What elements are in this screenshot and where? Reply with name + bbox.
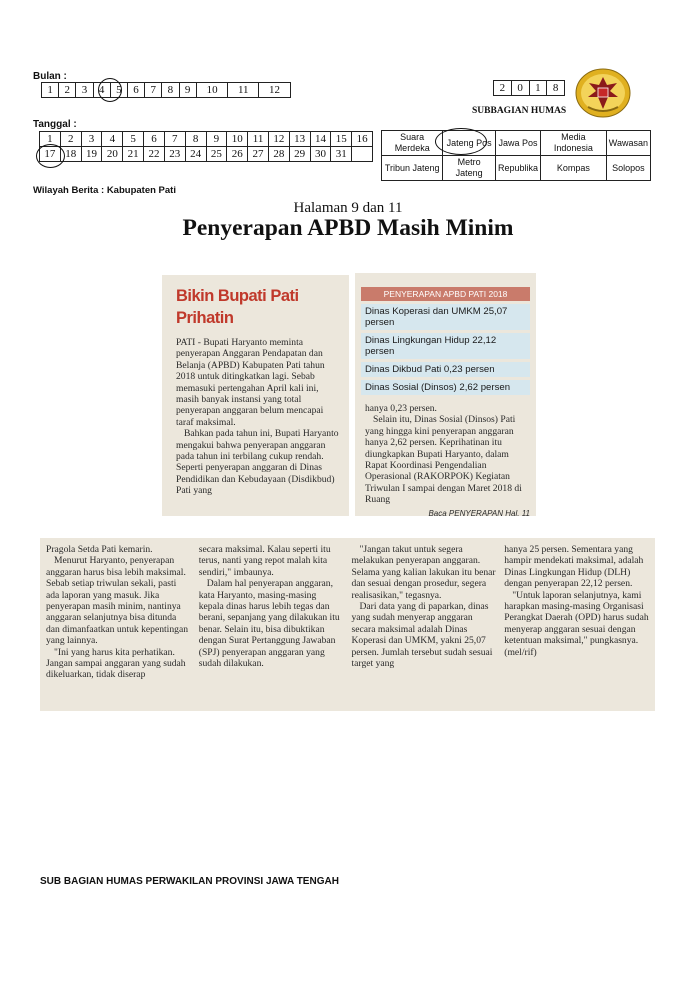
date-cell: 20 bbox=[102, 147, 123, 162]
month-cell: 6 bbox=[127, 83, 144, 98]
continuation-column-1 bbox=[46, 544, 191, 705]
media-cell: Tribun Jateng bbox=[382, 156, 443, 181]
year-digit-cell: 1 bbox=[529, 81, 547, 96]
continuation-column-3 bbox=[352, 544, 497, 705]
media-cell: Jawa Pos bbox=[495, 131, 540, 156]
date-cell: 4 bbox=[102, 132, 123, 147]
cont1-paragraph: Pragola Setda Pati kemarin. bbox=[46, 544, 153, 555]
date-cell: 16 bbox=[352, 132, 373, 147]
selected-month-circle bbox=[98, 78, 122, 102]
date-cell bbox=[352, 147, 373, 162]
continuation-column-4 bbox=[504, 544, 649, 705]
box-item: Dinas Sosial (Dinsos) 2,62 persen bbox=[361, 380, 530, 395]
date-cell: 24 bbox=[185, 147, 206, 162]
date-cell: 8 bbox=[185, 132, 206, 147]
media-cell: Wawasan bbox=[606, 131, 650, 156]
date-cell: 7 bbox=[164, 132, 185, 147]
media-cell: Media Indonesia bbox=[541, 131, 607, 156]
media-cell: Solopos bbox=[606, 156, 650, 181]
media-cell: Kompas bbox=[541, 156, 607, 181]
month-cell: 9 bbox=[179, 83, 196, 98]
cont1-paragraph: Menurut Haryanto, penyerapan anggaran harus bisa lebih maksimal. Sebab setiap triwulan sekali, pasti ada laporan yang masuk. Jika penyerapan masih minim, nantinya anggaran selanjutnya bisa ditunda dan dimanfaatkan untuk kepentingan yang lainnya. bbox=[46, 555, 188, 647]
date-cell: 11 bbox=[248, 132, 269, 147]
date-cell: 9 bbox=[206, 132, 227, 147]
date-cell: 17 bbox=[40, 147, 61, 162]
month-cell: 11 bbox=[228, 83, 259, 98]
clip-lead-column bbox=[162, 275, 349, 516]
box-title: PENYERAPAN APBD PATI 2018 bbox=[361, 287, 530, 301]
month-cell: 5 bbox=[110, 83, 127, 98]
clip-headline: Bikin Bupati Pati Prihatin bbox=[176, 287, 299, 327]
bulan-label: Bulan : bbox=[33, 71, 67, 82]
date-cell: 27 bbox=[248, 147, 269, 162]
date-cell: 31 bbox=[331, 147, 352, 162]
date-cell: 23 bbox=[164, 147, 185, 162]
wilayah-berita: Wilayah Berita : Kabupaten Pati bbox=[33, 185, 176, 196]
date-cell: 1 bbox=[40, 132, 61, 147]
clip-data-column bbox=[355, 273, 536, 516]
continuation-column-2 bbox=[199, 544, 344, 705]
cont2-paragraph: secara maksimal. Kalau seperti itu terus, nanti yang repot malah kita sendiri," imbaunya. bbox=[198, 544, 331, 578]
date-cell: 5 bbox=[123, 132, 144, 147]
box-item: Dinas Dikbud Pati 0,23 persen bbox=[361, 362, 530, 377]
selected-media-circle bbox=[435, 128, 487, 155]
selected-date-circle bbox=[36, 144, 65, 168]
cont3-paragraph: "Jangan takut untuk segera melakukan penyerapan anggaran. Selama yang kalian lakukan itu benar dan sesuai dengan prosedur, segera realisasikan," tegasnya. bbox=[351, 544, 496, 601]
year-digit-cell: 2 bbox=[494, 81, 512, 96]
clip-continuation bbox=[40, 538, 655, 711]
article-title: Penyerapan APBD Masih Minim bbox=[182, 215, 514, 241]
month-cell: 12 bbox=[259, 83, 291, 98]
month-cell: 10 bbox=[196, 83, 228, 98]
col2-paragraph-2: Selain itu, Dinas Sosial (Dinsos) Pati yang hingga kini penyerapan anggaran hanya 2,62 persen. Keprihatinan itu diungkapkan Bupati Haryanto, dalam Rapat Koordinasi Pengendalian Operasional (RAKORPOK) Kegiatan Triwulan I sampai dengan Maret 2018 di Ruang bbox=[365, 414, 522, 506]
date-cell: 29 bbox=[289, 147, 310, 162]
date-cell: 15 bbox=[331, 132, 352, 147]
date-cell: 30 bbox=[310, 147, 331, 162]
subbagian-humas: SUBBAGIAN HUMAS bbox=[472, 106, 567, 116]
lead-paragraph-2: Bahkan pada tahun ini, Bupati Haryanto mengakui bahwa penyerapan anggaran pada tahun ini terbilang cukup rendah. Seperti penyerapan anggaran di Dinas Pendidikan dan Kebudayaan (Disdikbud) Pati yang bbox=[176, 428, 339, 497]
media-cell: Jateng Pos bbox=[443, 131, 496, 156]
date-cell: 14 bbox=[310, 132, 331, 147]
year-digit-cell: 0 bbox=[511, 81, 529, 96]
box-item: Dinas Lingkungan Hidup 22,12 persen bbox=[361, 333, 530, 359]
month-cell: 3 bbox=[76, 83, 93, 98]
year-digit-cell: 8 bbox=[547, 81, 565, 96]
page-reference: Halaman 9 dan 11 bbox=[293, 200, 403, 216]
garuda-emblem bbox=[574, 67, 632, 119]
year-grid bbox=[493, 80, 565, 96]
cont3-paragraph: Dari data yang di paparkan, dinas yang sudah menyerap anggaran secara maksimal adalah Dinas Koperasi dan UMKM, yakni 25,07 persen. Jumlah tersebut sudah sesuai target yang bbox=[351, 601, 493, 670]
continued-reference: Baca PENYERAPAN Hal. 11 bbox=[428, 508, 530, 516]
date-cell: 25 bbox=[206, 147, 227, 162]
date-cell: 26 bbox=[227, 147, 248, 162]
footer-organization: SUB BAGIAN HUMAS PERWAKILAN PROVINSI JAWA TENGAH bbox=[40, 876, 339, 887]
date-cell: 13 bbox=[289, 132, 310, 147]
cont1-paragraph: "Ini yang harus kita perhatikan. Jangan sampai anggaran yang sudah dikeluarkan, tidak diserap bbox=[46, 646, 186, 681]
month-cell: 1 bbox=[42, 83, 59, 98]
date-cell: 10 bbox=[227, 132, 248, 147]
cont4-paragraph: "Untuk laporan selanjutnya, kami harapkan masing-masing Organisasi Perangkat Daerah (OPD) harus sudah menyerap anggaran sesuai dengan ketentuan maksimal," pungkasnya. (mel/rif) bbox=[504, 589, 649, 658]
month-cell: 4 bbox=[93, 83, 110, 98]
month-cell: 2 bbox=[59, 83, 76, 98]
cont2-paragraph: Dalam hal penyerapan anggaran, kata Haryanto, masing-masing kepala dinas harus lebih tegas dan berani, sepanjang yang dilakukan itu benar. Selain itu, bisa dibuktikan dengan Surat Pertanggung Jawaban (SPJ) penyerapan anggaran yang sudah dilakukan. bbox=[198, 578, 340, 670]
month-cell: 8 bbox=[162, 83, 179, 98]
col2-paragraph-1: hanya 0,23 persen. bbox=[365, 403, 437, 414]
date-cell: 12 bbox=[268, 132, 289, 147]
cont4-paragraph: hanya 25 persen. Sementara yang hampir mendekati maksimal, adalah Dinas Lingkungan Hidup (DLH) dengan penyerapan 22,12 persen. bbox=[504, 544, 644, 590]
media-cell: Metro Jateng bbox=[443, 156, 496, 181]
month-grid bbox=[41, 82, 291, 98]
box-item: Dinas Koperasi dan UMKM 25,07 persen bbox=[361, 304, 530, 330]
date-cell: 28 bbox=[268, 147, 289, 162]
media-table bbox=[381, 130, 651, 181]
date-grid bbox=[39, 131, 373, 162]
month-cell: 7 bbox=[145, 83, 162, 98]
lead-paragraph-1: PATI - Bupati Haryanto meminta penyerapan Anggaran Pendapatan dan Belanja (APBD) Kabupaten Pati tahun 2018 untuk ditingkatkan lagi. Sebab memasuki pertengahan April kali ini, masih banyak instansi yang total penyerapan anggaran belum mencapai taraf maksimal. bbox=[176, 337, 325, 428]
date-cell: 3 bbox=[81, 132, 102, 147]
media-cell: Republika bbox=[495, 156, 540, 181]
date-cell: 6 bbox=[144, 132, 165, 147]
date-cell: 22 bbox=[144, 147, 165, 162]
date-cell: 19 bbox=[81, 147, 102, 162]
tanggal-label: Tanggal : bbox=[33, 119, 77, 130]
media-cell: Suara Merdeka bbox=[382, 131, 443, 156]
date-cell: 2 bbox=[60, 132, 81, 147]
date-cell: 21 bbox=[123, 147, 144, 162]
date-cell: 18 bbox=[60, 147, 81, 162]
